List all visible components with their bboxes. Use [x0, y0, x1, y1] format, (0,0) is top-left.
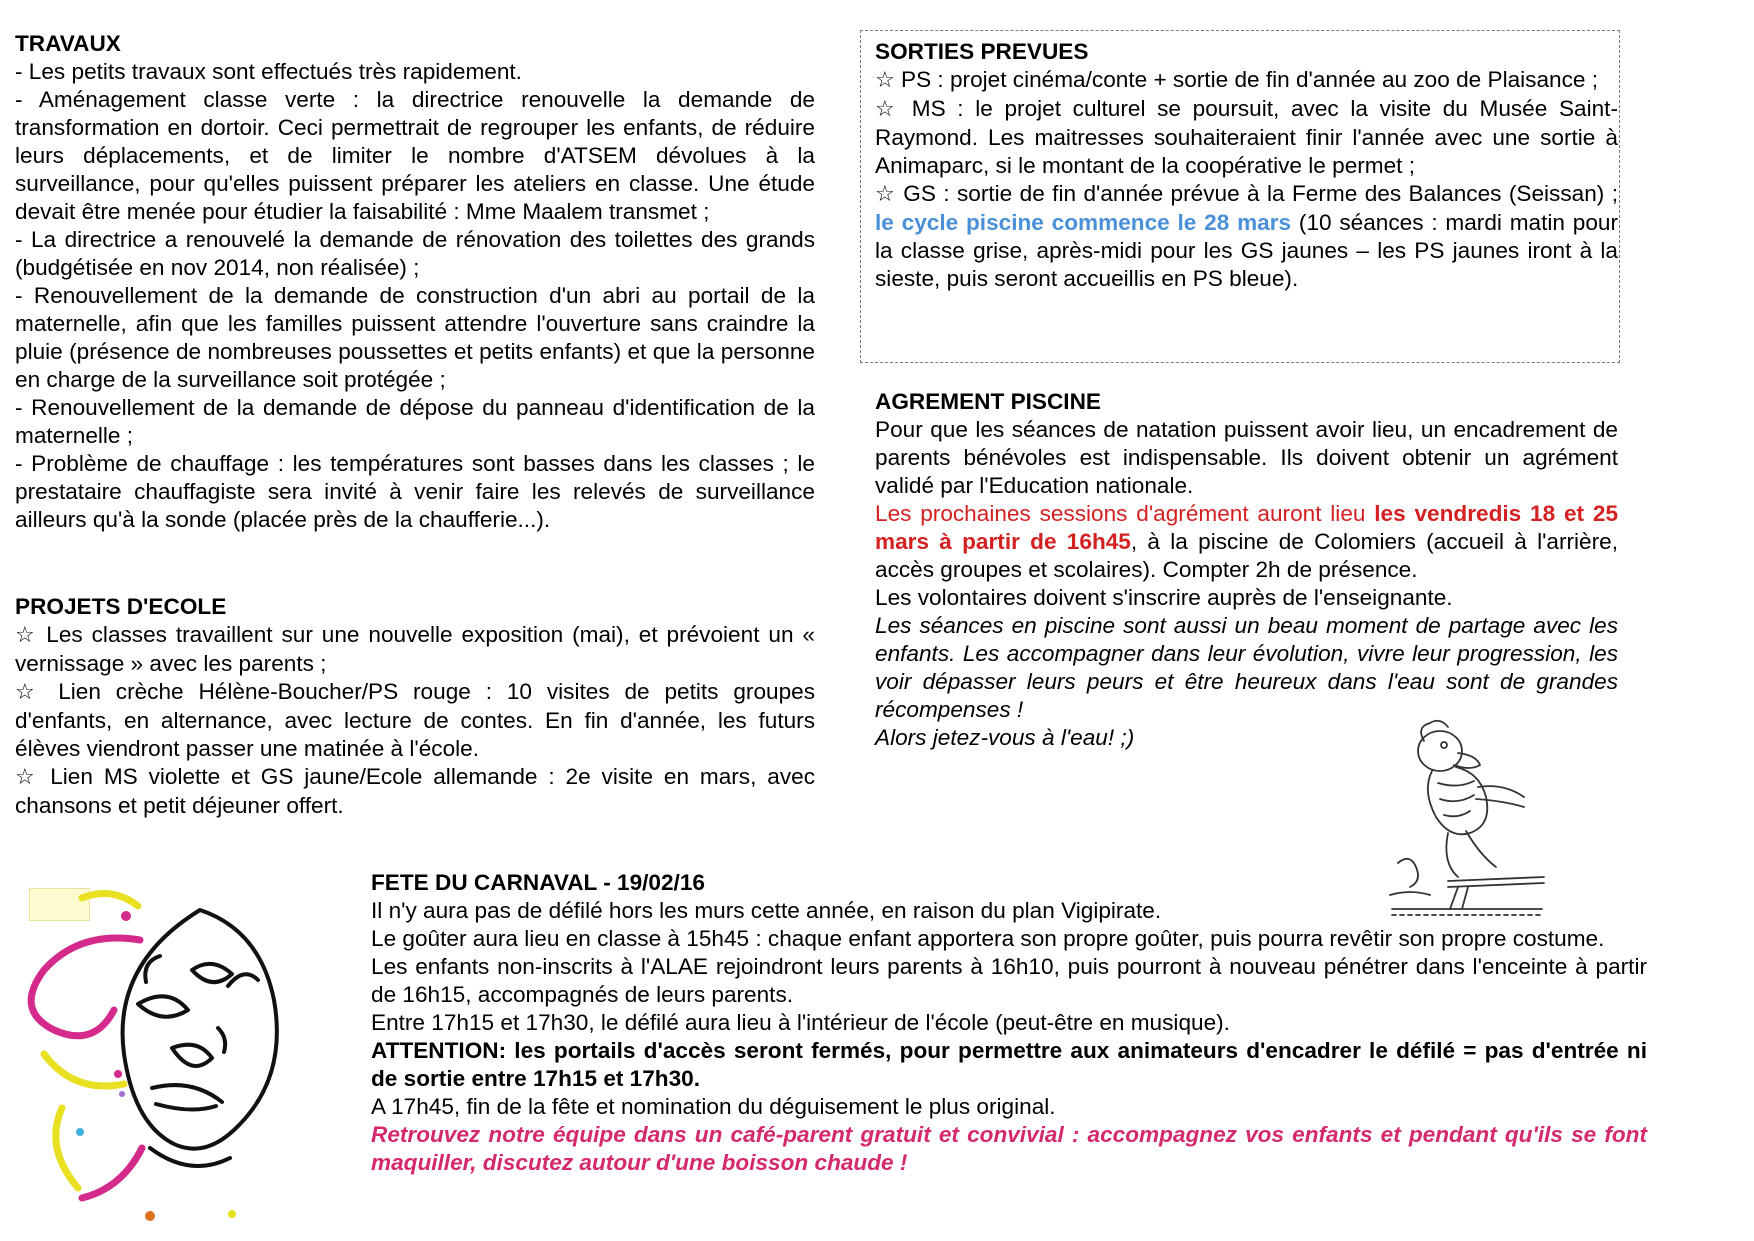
carnaval-attention: ATTENTION: les portails d'accès seront fermés, pour permettre aux animateurs d'encadrer le défilé = pas d'entrée ni de sortie entre 17h15 et 17h30. [371, 1038, 1647, 1091]
piscine-italic: Les séances en piscine sont aussi un beau moment de partage avec les enfants. Les accompagner dans leur évolution, vivre leur progression, les voir dépasser leurs peurs et être heureux dans l'eau sont de grandes récompenses ! [875, 613, 1618, 722]
travaux-line: - Problème de chauffage : les températures sont basses dans les classes ; le prestataire chauffagiste sera invité à venir faire les relevés de surveillance ailleurs qu'à la sonde (placée près de la chaufferie...). [15, 451, 815, 532]
projets-title: PROJETS D'ECOLE [15, 594, 227, 619]
projets-item [15, 678, 815, 763]
projets-item [15, 621, 815, 678]
carnival-mask-icon [22, 878, 322, 1228]
projets-section [15, 593, 815, 820]
sorties-ps [875, 66, 1618, 95]
sorties-gs [875, 180, 1618, 293]
star-icon: ☆ [875, 97, 901, 122]
piscine-sessions-place: , à la piscine de Colomiers (accueil à l'arrière, accès groupes et scolaires). Compter 2h de présence. [875, 529, 1618, 582]
travaux-line: - La directrice a renouvelé la demande de rénovation des toilettes des grands (budgétisée en nov 2014, non réalisée) ; [15, 227, 815, 280]
sorties-ps-text: PS : projet cinéma/conte + sortie de fin d'année au zoo de Plaisance ; [901, 67, 1599, 92]
piscine-italic: Alors jetez-vous à l'eau! ;) [875, 725, 1135, 750]
projets-item-text: Lien crèche Hélène-Boucher/PS rouge : 10 visites de petits groupes d'enfants, en alternance, avec lecture de contes. En fin d'année, les futurs élèves viendront passer une matinée à l'école. [15, 679, 816, 761]
piscine-sessions-intro: Les prochaines sessions d'agrément auront lieu [875, 501, 1375, 526]
carnaval-line: A 17h45, fin de la fête et nomination du déguisement le plus original. [371, 1094, 1056, 1119]
star-icon: ☆ [875, 182, 896, 207]
projets-item-text: Lien MS violette et GS jaune/Ecole allemande : 2e visite en mars, avec chansons et petit déjeuner offert. [15, 764, 815, 818]
carnaval-cafe-parent: Retrouvez notre équipe dans un café-parent gratuit et convivial : accompagnez vos enfants et pendant qu'ils se font maquiller, discutez autour d'une boisson chaude ! [371, 1122, 1647, 1175]
piscine-title: AGREMENT PISCINE [875, 389, 1101, 414]
piscine-sessions-dates: les vendredis 18 et 25 mars à partir de 16h45 [875, 501, 1619, 554]
projets-item [15, 763, 815, 820]
star-icon: ☆ [875, 68, 895, 93]
carnaval-line: Entre 17h15 et 17h30, le défilé aura lieu à l'intérieur de l'école (peut-être en musique). [371, 1010, 1230, 1035]
travaux-section [15, 30, 815, 534]
carnaval-line: Il n'y aura pas de défilé hors les murs cette année, en raison du plan Vigipirate. [371, 898, 1162, 923]
star-icon: ☆ [15, 680, 44, 705]
travaux-line: - Les petits travaux sont effectués très rapidement. [15, 59, 522, 84]
piscine-section [875, 388, 1618, 752]
travaux-line: - Renouvellement de la demande de construction d'un abri au portail de la maternelle, afin que les familles puissent attendre l'ouverture sans craindre la pluie (présence de nombreuses poussettes et petits enfants) et que la personne en charge de la surveillance soit protégée ; [15, 283, 815, 392]
star-icon: ☆ [15, 623, 38, 648]
carnaval-line: Les enfants non-inscrits à l'ALAE rejoindront leurs parents à 16h10, puis pourront à nouveau pénétrer dans l'enceinte à partir de 16h15, accompagnés de leurs parents. [371, 954, 1647, 1007]
travaux-line: - Aménagement classe verte : la directrice renouvelle la demande de transformation en dortoir. Ceci permettrait de regrouper les enfants, de réduire leurs déplacements, et de limiter le nombre d'ATSEM dévolues à la surveillance, pour qu'elles puissent préparer les ateliers en classe. Une étude devait être menée pour étudier la faisabilité : Mme Maalem transmet ; [15, 87, 815, 224]
piscine-start-highlight: le cycle piscine commence le 28 mars [875, 210, 1292, 235]
projets-item-text: Les classes travaillent sur une nouvelle exposition (mai), et prévoient un « vernissage » avec les parents ; [15, 622, 815, 676]
carnaval-line: Le goûter aura lieu en classe à 15h45 : chaque enfant apportera son propre goûter, puis pourra revêtir son propre costume. [371, 926, 1605, 951]
travaux-title: TRAVAUX [15, 31, 121, 56]
sorties-ms-text: MS : le projet culturel se poursuit, avec la visite du Musée Saint-Raymond. Les maitresses souhaiteraient finir l'année avec une sortie à Animaparc, si le montant de la coopérative le permet ; [875, 96, 1618, 178]
carnaval-section [371, 869, 1647, 1177]
carnaval-title: FETE DU CARNAVAL - 19/02/16 [371, 870, 705, 895]
sorties-gs-text: GS : sortie de fin d'année prévue à la Ferme des Balances (Seissan) ; [903, 181, 1618, 206]
piscine-paragraph: Les volontaires doivent s'inscrire auprès de l'enseignante. [875, 585, 1453, 610]
piscine-sessions [875, 500, 1618, 584]
sorties-ms [875, 95, 1618, 180]
sorties-title: SORTIES PREVUES [875, 39, 1089, 64]
sorties-section [875, 38, 1618, 293]
piscine-paragraph: Pour que les séances de natation puissent avoir lieu, un encadrement de parents bénévoles est indispensable. Ils doivent obtenir un agrément validé par l'Education nationale. [875, 417, 1618, 498]
star-icon: ☆ [15, 765, 40, 790]
travaux-line: - Renouvellement de la demande de dépose du panneau d'identification de la maternelle ; [15, 395, 815, 448]
sorties-gs-details: (10 séances : mardi matin pour la classe grise, après-midi pour les GS jaunes – les PS jaunes iront à la sieste, puis seront accueillis en PS bleue). [875, 210, 1618, 291]
